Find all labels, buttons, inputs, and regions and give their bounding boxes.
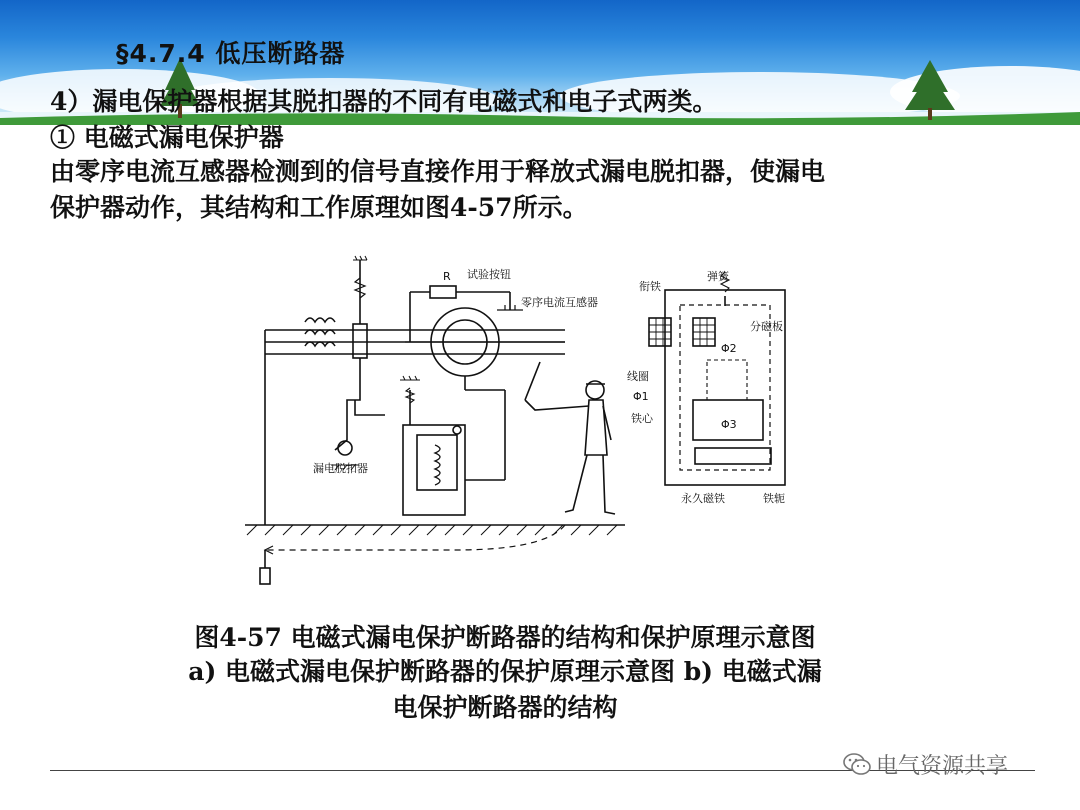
section-title: §4.7.4 低压断路器 bbox=[116, 39, 346, 68]
label-leakage-release: 漏电脱扣器 bbox=[313, 462, 368, 475]
label-yoke: 铁轭 bbox=[763, 492, 785, 505]
body-line-2: ① 电磁式漏电保护器 bbox=[50, 123, 284, 152]
structure-diagram-b bbox=[649, 272, 785, 485]
label-phi3: Φ3 bbox=[721, 418, 737, 431]
label-shunt-plate: 分磁板 bbox=[750, 320, 783, 333]
figure-caption-line-3: 电保护断路器的结构 bbox=[392, 693, 618, 722]
label-permanent-magnet: 永久磁铁 bbox=[681, 492, 725, 505]
person-figure bbox=[525, 362, 615, 514]
label-armature: 衔铁 bbox=[639, 280, 661, 293]
label-spring: 弹簧 bbox=[707, 270, 729, 283]
label-r: R bbox=[443, 270, 451, 283]
label-test-button: 试验按钮 bbox=[467, 268, 511, 281]
power-lines bbox=[265, 330, 565, 525]
breaker-contacts bbox=[305, 256, 385, 470]
figure-caption-line-1: 图4-57 电磁式漏电保护断路器的结构和保护原理示意图 bbox=[194, 623, 816, 652]
figure-caption-line-2: a) 电磁式漏电保护断路器的保护原理示意图 b) 电磁式漏 bbox=[188, 657, 822, 686]
watermark-text: 电气资源共享 bbox=[876, 753, 1009, 779]
label-zero-sequence-ct: 零序电流互感器 bbox=[521, 296, 598, 309]
ground-electrode bbox=[260, 550, 270, 584]
body-line-4: 保护器动作，其结构和工作原理如图4-57所示。 bbox=[50, 193, 588, 222]
body-line-3: 由零序电流互感器检测到的信号直接作用于释放式漏电脱扣器，使漏电 bbox=[50, 157, 826, 186]
body-line-1: 4）漏电保护器根据其脱扣器的不同有电磁式和电子式两类。 bbox=[50, 87, 718, 116]
label-core: 铁心 bbox=[631, 412, 653, 425]
source-watermark bbox=[842, 744, 1008, 784]
label-coil: 线圈 bbox=[627, 370, 649, 383]
label-phi2: Φ2 bbox=[721, 342, 737, 355]
label-phi1: Φ1 bbox=[633, 390, 649, 403]
earth-line bbox=[245, 525, 625, 535]
figure-4-57-diagram bbox=[235, 250, 810, 600]
wechat-icon bbox=[842, 751, 872, 777]
leakage-release bbox=[400, 376, 505, 515]
